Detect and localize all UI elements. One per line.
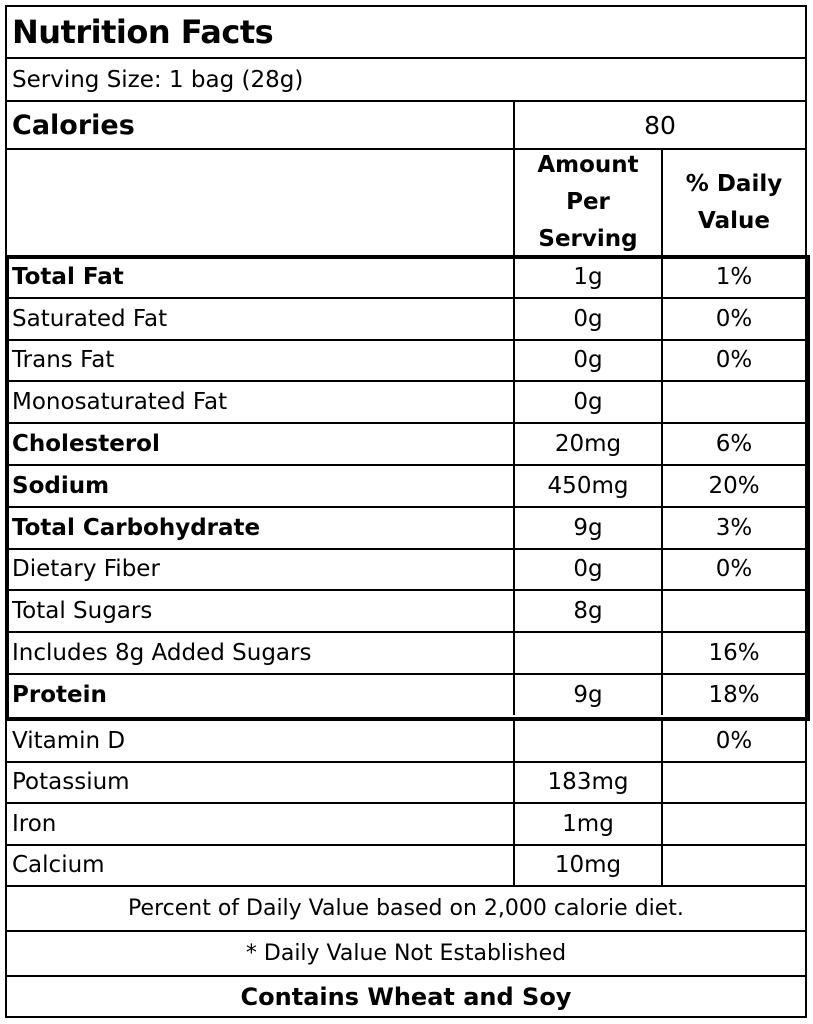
daily-value-footnote: Percent of Daily Value based on 2,000 calorie diet. <box>128 896 684 921</box>
nutrient-row <box>7 506 805 548</box>
nutrient-row <box>7 589 805 631</box>
nutrient-row <box>7 255 805 297</box>
nutrient-amount: 1g <box>573 263 603 290</box>
nutrient-amount: 0g <box>573 305 603 332</box>
nutrient-name: Cholesterol <box>12 431 160 458</box>
nutrient-name: Monosaturated Fat <box>12 389 228 416</box>
nutrient-daily-value: 6% <box>715 431 753 458</box>
nutrient-daily-value: 20% <box>708 472 760 499</box>
allergen-statement: Contains Wheat and Soy <box>240 982 572 1011</box>
serving-size: Serving Size: 1 bag (28g) <box>12 66 304 93</box>
vitamin-amount: 1mg <box>562 810 614 837</box>
vitamin-name: Vitamin D <box>12 727 126 754</box>
nutrient-row <box>7 464 805 506</box>
vitamin-row <box>7 802 805 844</box>
vitamin-name: Calcium <box>12 852 105 879</box>
daily-value-footnote-row <box>7 885 805 930</box>
nutrient-daily-value: 0% <box>715 305 753 332</box>
nutrient-amount: 9g <box>573 514 603 541</box>
nutrient-name: Protein <box>12 681 107 708</box>
nutrient-name: Total Carbohydrate <box>12 514 261 541</box>
calories-value: 80 <box>644 110 676 140</box>
nutrient-name: Trans Fat <box>12 347 115 374</box>
not-established-note: * Daily Value Not Established <box>245 941 567 966</box>
nutrient-name: Saturated Fat <box>12 305 168 332</box>
nutrient-row <box>7 380 805 422</box>
amount-per-serving-header: Amount Per Serving <box>537 152 639 252</box>
vitamin-amount: 10mg <box>554 852 622 879</box>
nutrient-name: Sodium <box>12 472 110 499</box>
vitamin-row <box>7 761 805 803</box>
nutrient-daily-value: 1% <box>715 263 753 290</box>
nutrient-amount: 0g <box>573 389 603 416</box>
nutrient-name: Total Sugars <box>12 598 153 625</box>
calories-label: Calories <box>12 109 135 141</box>
nutrient-name: Includes 8g Added Sugars <box>12 640 312 667</box>
nutrient-daily-value: 18% <box>708 681 760 708</box>
nutrient-row <box>7 422 805 464</box>
nutrient-daily-value: 0% <box>715 347 753 374</box>
nutrient-name: Total Fat <box>12 263 124 290</box>
nutrition-facts-label <box>5 5 807 1018</box>
daily-value-header: % Daily Value <box>685 170 783 234</box>
serving-size-row <box>7 57 805 100</box>
nutrient-amount: 0g <box>573 347 603 374</box>
calories-row <box>7 100 805 148</box>
vitamin-daily-value: 0% <box>715 727 753 754</box>
nutrient-row <box>7 297 805 339</box>
nutrient-row <box>7 631 805 673</box>
nutrient-daily-value: 3% <box>715 514 753 541</box>
nutrient-amount: 9g <box>573 681 603 708</box>
not-established-row <box>7 930 805 975</box>
vitamin-name: Potassium <box>12 769 130 796</box>
nutrient-amount: 20mg <box>554 431 622 458</box>
vitamin-row <box>7 844 805 886</box>
nutrient-daily-value: 0% <box>715 556 753 583</box>
nutrient-name: Dietary Fiber <box>12 556 160 583</box>
vitamin-amount: 183mg <box>547 769 629 796</box>
vitamin-row <box>7 719 805 761</box>
allergen-row <box>7 975 805 1016</box>
nutrient-amount: 8g <box>573 598 603 625</box>
label-title: Nutrition Facts <box>12 13 274 51</box>
nutrient-row <box>7 339 805 381</box>
nutrient-row <box>7 673 805 715</box>
nutrient-amount: 0g <box>573 556 603 583</box>
title-row <box>7 7 805 57</box>
nutrient-row <box>7 548 805 590</box>
column-header-row <box>7 148 805 255</box>
vitamin-name: Iron <box>12 810 57 837</box>
nutrient-daily-value: 16% <box>708 640 760 667</box>
nutrient-amount: 450mg <box>547 472 629 499</box>
